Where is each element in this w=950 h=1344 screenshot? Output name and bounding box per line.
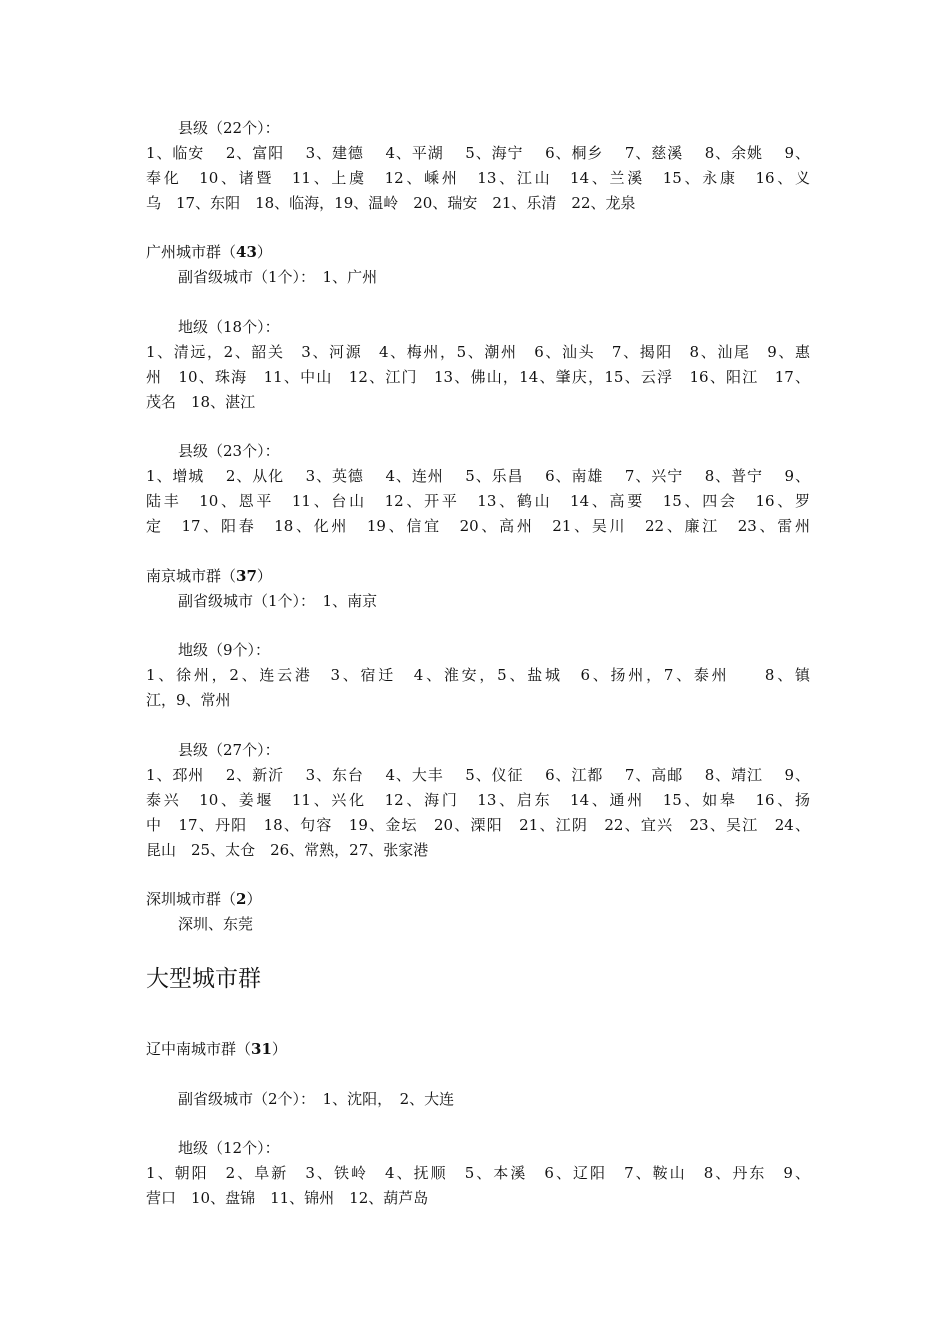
nanjing-county-line-2: 泰兴 10、姜堰 11、兴化 12、海门 13、启东 14、通州 15、如皋 16、扬 xyxy=(146,791,810,809)
nanjing-county-heading: 县级（27个）： xyxy=(178,741,280,759)
large-city-cluster-heading: 大型城市群 xyxy=(146,966,261,992)
nanjing-prefecture-line-2: 江，9、常州 xyxy=(146,691,231,709)
nanjing-title: 南京城市群（37） xyxy=(146,567,272,585)
nanjing-county-line-3: 中 17、丹阳 18、句容 19、金坛 20、溧阳 21、江阴 22、宜兴 23、吴江 24、 xyxy=(146,816,810,834)
liaozhongnan-prefecture-line-1: 1、朝阳 2、阜新 3、铁岭 4、抚顺 5、本溪 6、辽阳 7、鞍山 8、丹东 9、 xyxy=(146,1164,810,1182)
guangzhou-sub-provincial: 副省级城市（1个）： 1、广州 xyxy=(178,268,378,286)
hangzhou-county-line-1: 1、临安 2、富阳 3、建德 4、平湖 5、海宁 6、桐乡 7、慈溪 8、余姚 9、 xyxy=(146,144,810,162)
hangzhou-county-heading: 县级（22个）： xyxy=(178,119,280,137)
guangzhou-prefecture-line-1: 1、清远，2、韶关 3、河源 4、梅州，5、潮州 6、汕头 7、揭阳 8、汕尾 9、惠 xyxy=(146,343,810,361)
guangzhou-county-line-3: 定 17、阳春 18、化州 19、信宜 20、高州 21、吴川 22、廉江 23、雷州 xyxy=(146,517,810,535)
nanjing-sub-provincial: 副省级城市（1个）： 1、南京 xyxy=(178,592,378,610)
liaozhongnan-sub-provincial: 副省级城市（2个）： 1、沈阳， 2、大连 xyxy=(178,1090,455,1108)
guangzhou-prefecture-line-2: 州 10、珠海 11、中山 12、江门 13、佛山，14、肇庆，15、云浮 16、阳江 17、 xyxy=(146,368,810,386)
guangzhou-county-heading: 县级（23个）： xyxy=(178,442,280,460)
liaozhongnan-title: 辽中南城市群（31） xyxy=(146,1040,287,1058)
nanjing-county-line-1: 1、邳州 2、新沂 3、东台 4、大丰 5、仪征 6、江都 7、高邮 8、靖江 9、 xyxy=(146,766,810,784)
nanjing-county-line-4: 昆山 25、太仓 26、常熟，27、张家港 xyxy=(146,841,429,859)
guangzhou-county-line-2: 陆丰 10、恩平 11、台山 12、开平 13、鹤山 14、高要 15、四会 16、罗 xyxy=(146,492,810,510)
hangzhou-county-line-2: 奉化 10、诸暨 11、上虞 12、嵊州 13、江山 14、兰溪 15、永康 16、义 xyxy=(146,169,810,187)
liaozhongnan-prefecture-heading: 地级（12个）： xyxy=(178,1139,280,1157)
guangzhou-prefecture-line-3: 茂名 18、湛江 xyxy=(146,393,256,411)
nanjing-prefecture-heading: 地级（9个）： xyxy=(178,641,271,659)
liaozhongnan-prefecture-line-2: 营口 10、盘锦 11、锦州 12、葫芦岛 xyxy=(146,1189,429,1207)
guangzhou-prefecture-heading: 地级（18个）： xyxy=(178,318,280,336)
guangzhou-title: 广州城市群（43） xyxy=(146,243,272,261)
guangzhou-county-line-1: 1、增城 2、从化 3、英德 4、连州 5、乐昌 6、南雄 7、兴宁 8、普宁 9、 xyxy=(146,467,810,485)
nanjing-prefecture-line-1: 1、徐州，2、连云港 3、宿迁 4、淮安，5、盐城 6、扬州，7、泰州 8、镇 xyxy=(146,666,810,684)
shenzhen-title: 深圳城市群（2） xyxy=(146,890,262,908)
hangzhou-county-line-3: 乌 17、东阳 18、临海，19、温岭 20、瑞安 21、乐清 22、龙泉 xyxy=(146,194,636,212)
shenzhen-members: 深圳、东莞 xyxy=(178,915,254,933)
